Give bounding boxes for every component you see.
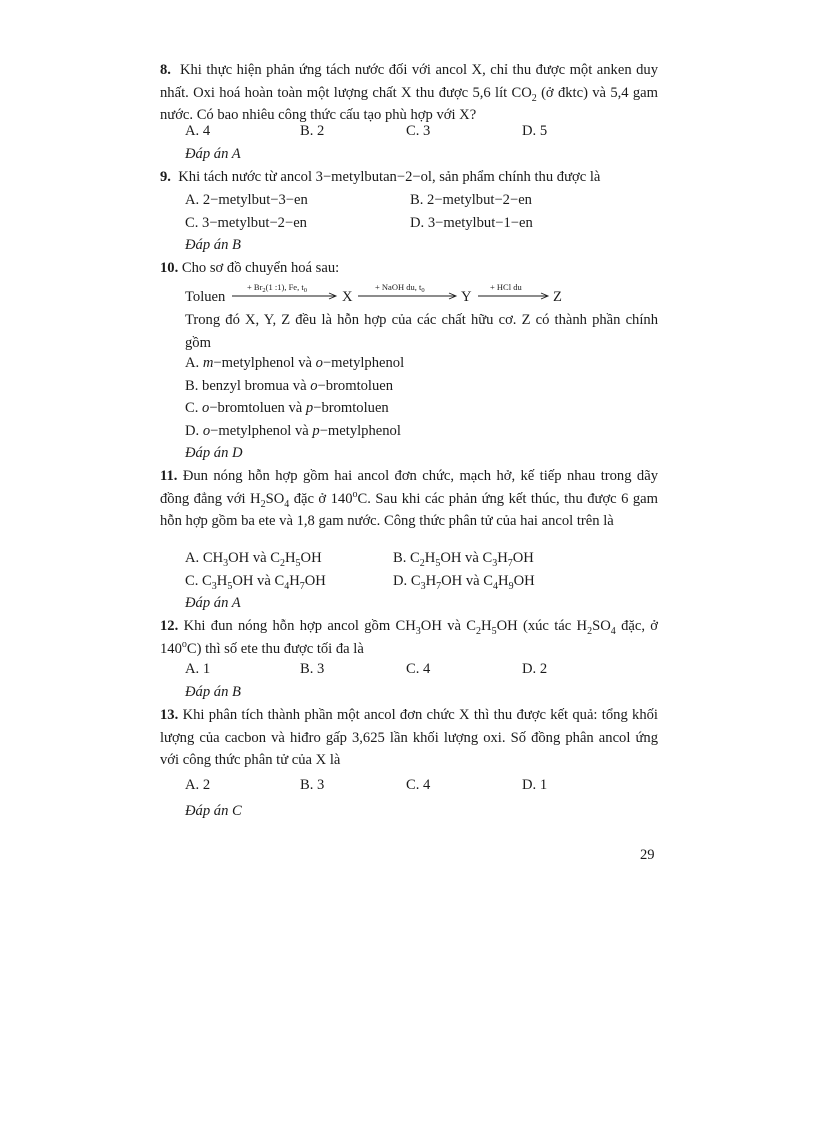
option-a[interactable]: A. m−metylphenol và o−metylphenol xyxy=(185,355,405,371)
option-a[interactable]: A. 2 xyxy=(185,777,211,793)
option-d[interactable]: D. o−metylphenol và p−metylphenol xyxy=(185,423,401,439)
question-text: Khi tách nước từ ancol 3−metylbutan−2−ol, sản phẩm chính thu được là xyxy=(178,169,601,185)
option-b[interactable]: B. 2−metylbut−2−en xyxy=(410,192,532,208)
option-c[interactable]: C. o−bromtoluen và p−bromtoluen xyxy=(185,400,389,416)
option-b[interactable]: B. benzyl bromua và o−bromtoluen xyxy=(185,378,394,394)
answer-text: Đáp án B xyxy=(185,684,241,700)
option-c[interactable]: C. 3−metylbut−2−en xyxy=(185,215,307,231)
question-text: Khi thực hiện phản ứng tách nước đối với ancol X, chỉ thu được một anken duy nhất. Oxi hoá hoàn toàn một lượng chất X thu được 5,6 lít CO xyxy=(160,62,659,101)
question-text: Cho sơ đồ chuyển hoá sau: xyxy=(181,260,340,276)
option-a[interactable]: A. 2−metylbut−3−en xyxy=(185,192,308,208)
scheme-x: X xyxy=(342,289,353,305)
answer-text: Đáp án C xyxy=(185,803,242,819)
option-b[interactable]: B. 2 xyxy=(300,123,325,139)
option-c[interactable]: C. 4 xyxy=(406,777,431,793)
option-b[interactable]: B. 3 xyxy=(300,661,325,677)
question-11: 11. Đun nóng hỗn hợp gồm hai ancol đơn chức, mạch hở, kế tiếp nhau trong dãy đồng đẳng với $H_2SO_4$ đặc ở 140$^o$C. Sau khi các phản ứng kết thúc, thu được 6 gam hỗn hợp gồm ba ete và 1,8 gam nước. Công thức phân tử của hai ancol trên là xyxy=(160,468,658,530)
scheme-start: Toluen xyxy=(185,289,226,305)
option-b[interactable]: B. $C_2H_5OH$ và $C_3H_7OH$ xyxy=(393,550,534,569)
page-number: 29 xyxy=(640,847,655,863)
option-b[interactable]: B. 3 xyxy=(300,777,325,793)
question-9 xyxy=(160,166,658,189)
question-text-cont: (ở đktc) và 5,4 gam nước. Có bao nhiêu công thức cấu tạo phù hợp với X? xyxy=(160,84,658,124)
question-text: Đun nóng hỗn hợp gồm hai ancol đơn chức, mạch hở, kế tiếp nhau trong dãy đồng đẳng với H xyxy=(160,468,658,507)
arrow-2-label: + NaOH du, $t_0$ xyxy=(375,282,425,294)
question-8: 8. Khi thực hiện phản ứng tách nước đối với ancol X, chỉ thu được một anken duy nhất. Oxi hoá hoàn toàn một lượng chất X thu được 5,6 lít $CO_2$ (ở đktc) và 5,4 gam nước. Có bao nhiêu công thức cấu tạo phù hợp với X? xyxy=(160,62,659,124)
answer-text: Đáp án A xyxy=(185,595,241,611)
option-a[interactable]: A. 1 xyxy=(185,661,211,677)
option-d[interactable]: D. 2 xyxy=(522,661,548,677)
question-number: 13. xyxy=(160,707,179,723)
scheme-z: Z xyxy=(553,289,562,305)
option-d[interactable]: D. 1 xyxy=(522,777,548,793)
arrow-3-label: + HCl du xyxy=(490,282,522,292)
question-12: 12. Khi đun nóng hỗn hợp ancol gồm $CH_3OH$ và $C_2H_5OH$ (xúc tác $H_2SO_4$ đặc, ở 140$^o$C) thì số ete thu được tối đa là xyxy=(160,618,659,657)
option-a[interactable]: A. $CH_3OH$ và $C_2H_5OH$ xyxy=(185,550,322,569)
option-d[interactable]: D. $C_3H_7OH$ và $C_4H_9OH$ xyxy=(393,573,535,592)
question-number: 8. xyxy=(160,62,171,78)
option-a[interactable]: A. 4 xyxy=(185,123,211,139)
option-d[interactable]: D. 3−metylbut−1−en xyxy=(410,215,533,231)
option-c[interactable]: C. $C_3H_5OH$ và $C_4H_7OH$ xyxy=(185,573,326,592)
question-10 xyxy=(160,257,658,280)
question-number: 11. xyxy=(160,468,178,484)
arrow-1-label: + $Br_2(1$ :1), Fe, $t_0$ xyxy=(247,282,307,294)
scheme-y: Y xyxy=(461,289,472,305)
option-c[interactable]: C. 4 xyxy=(406,661,431,677)
answer-text: Đáp án D xyxy=(185,445,243,461)
question-number: 10. xyxy=(160,260,179,276)
question-number: 9. xyxy=(160,169,171,185)
question-13 xyxy=(160,704,658,772)
answer-text: Đáp án B xyxy=(185,237,241,253)
reaction-scheme xyxy=(185,282,585,308)
question-text: Khi phân tích thành phần một ancol đơn chức X thì thu được kết quả: tổng khối lượng của cacbon và hiđro gấp 3,625 lần khối lượng oxi. Số đồng phân ancol ứng với công thức phân tử của X là xyxy=(160,707,658,769)
question-number: 12. xyxy=(160,618,179,634)
option-d[interactable]: D. 5 xyxy=(522,123,548,139)
question-10-text-2: Trong đó X, Y, Z đều là hỗn hợp của các chất hữu cơ. Z có thành phần chính gồm xyxy=(185,312,658,351)
option-c[interactable]: C. 3 xyxy=(406,123,431,139)
answer-text: Đáp án A xyxy=(185,146,241,162)
